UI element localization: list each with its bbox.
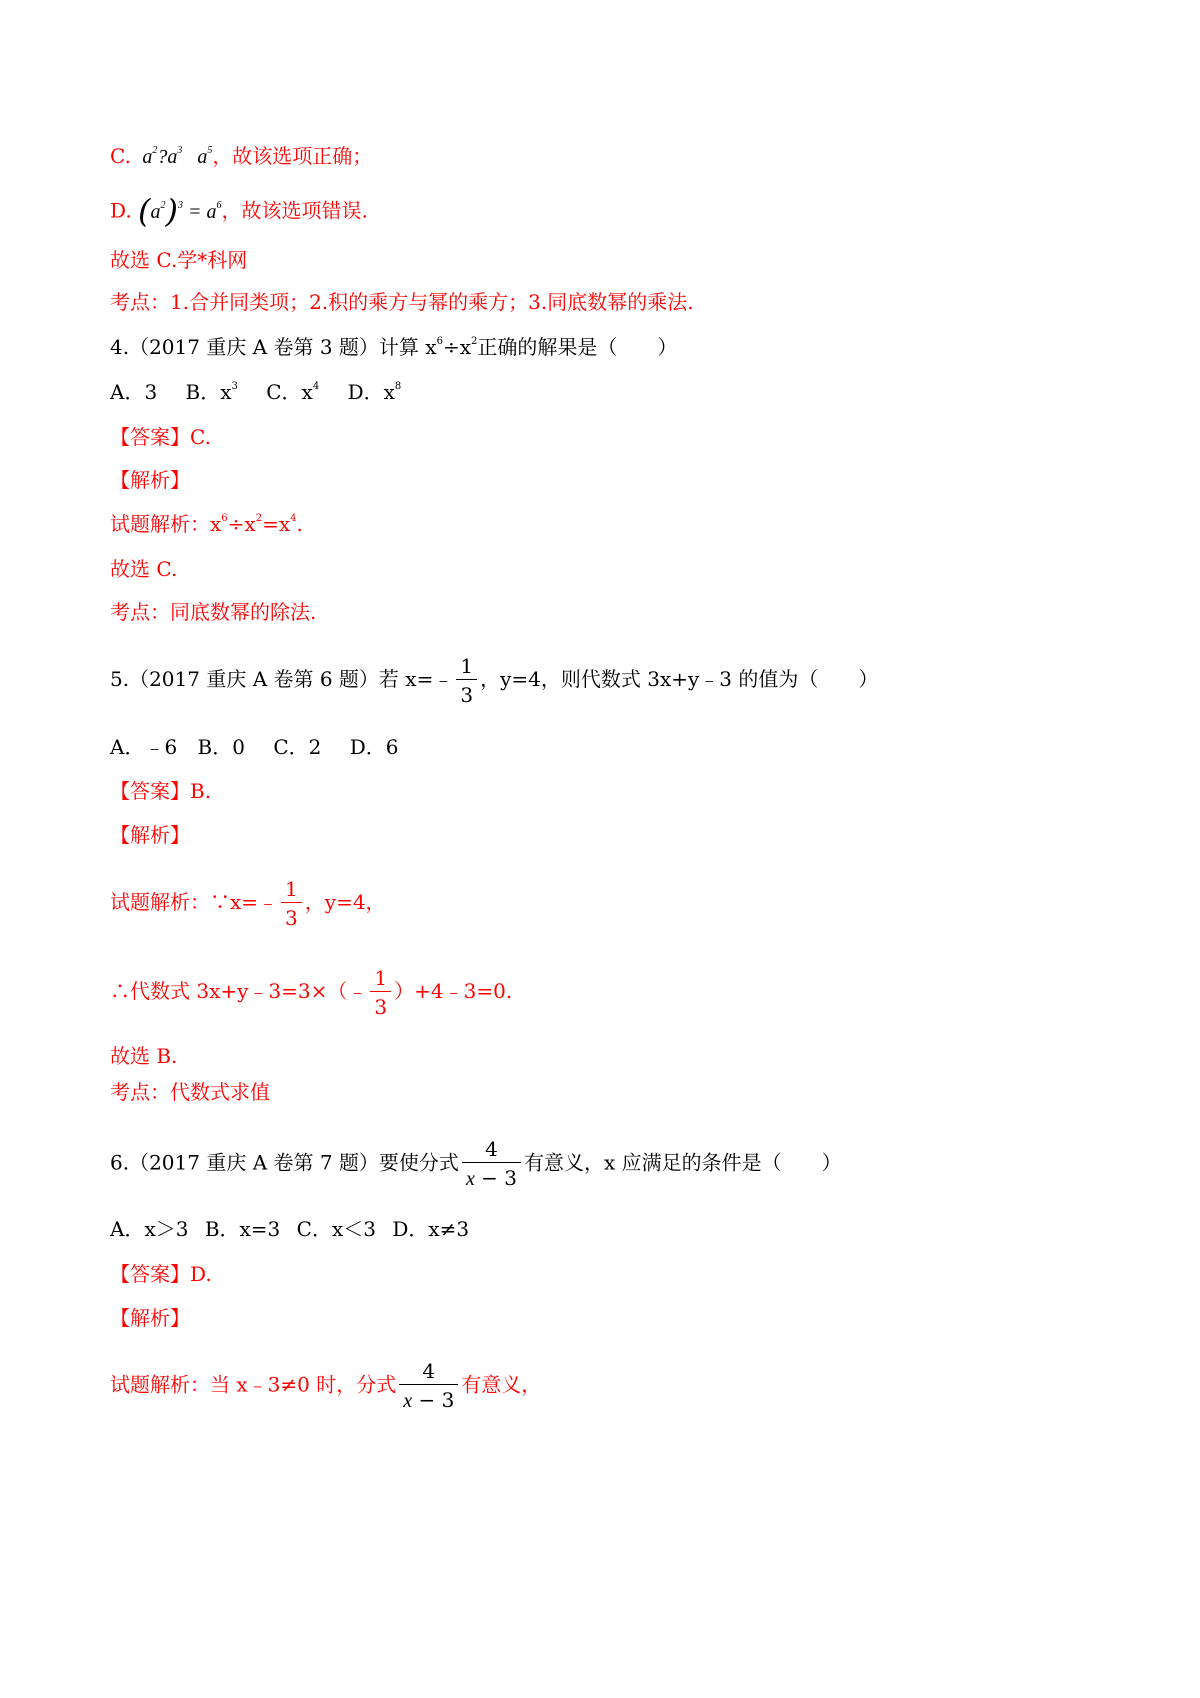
fraction-one-third: $\frac{1}{3}$ <box>370 968 391 1017</box>
option-c: C．x＜3 <box>296 1217 376 1241</box>
kaodian-line: 考点：同底数幂的除法. <box>110 600 317 624</box>
option-b: B．x=3 <box>204 1217 281 1241</box>
option-d: D．$x^8$ <box>347 380 402 404</box>
analysis-label: 【解析】 <box>110 468 190 492</box>
math-expression: $(a^2)^3 = a^6$ <box>138 192 222 230</box>
analysis-label: 【解析】 <box>110 1306 190 1330</box>
option-c: C．2 <box>273 735 322 759</box>
answer-line: 【答案】C. <box>110 425 211 449</box>
option-d: D．6 <box>349 735 399 759</box>
kaodian-line: 考点：代数式求值 <box>110 1080 270 1104</box>
analysis-label: 【解析】 <box>110 823 190 847</box>
math-expression: $a^2?a^3$ $a^5$ <box>137 145 213 168</box>
question-6-options <box>110 1219 469 1239</box>
option-d: D．x≠3 <box>392 1217 470 1241</box>
question-4-stem: 4.（2017 重庆 A 卷第 3 题）计算 $x^6\div x^2$正确的解果是（ ） <box>110 335 678 359</box>
fraction-4-over-x-minus-3: $\frac{4}{x - 3}$ <box>462 1139 521 1189</box>
fraction-one-third: $\frac{1}{3}$ <box>456 656 477 705</box>
choose-line: 故选 B. <box>110 1044 178 1068</box>
question-5-stem: 5.（2017 重庆 A 卷第 6 题）若 x=﹣ $\frac{1}{3}$ ，y=4，则代数式 3x+y﹣3 的值为（ ） <box>110 654 879 707</box>
solution-line-c: C. $a^2?a^3$ $a^5$，故该选项正确； <box>110 144 373 168</box>
calculation-line: ∴代数式 3x+y﹣3=3×（﹣ $\frac{1}{3}$ ）+4﹣3=0. <box>110 966 513 1019</box>
kaodian-line: 考点：1.合并同类项；2.积的乘方与幂的乘方；3.同底数幂的乘法. <box>110 290 694 314</box>
option-b: B．$x^3$ <box>185 380 238 404</box>
fraction-one-third: $\frac{1}{3}$ <box>281 879 302 928</box>
answer-line: 【答案】B. <box>110 779 212 803</box>
option-a: A．x＞3 <box>110 1217 189 1241</box>
answer-line: 【答案】D. <box>110 1262 212 1286</box>
choose-line: 故选 C. <box>110 557 178 581</box>
question-6-stem: 6.（2017 重庆 A 卷第 7 题）要使分式 $\frac{4}{x - 3}$ 有意义，x 应满足的条件是（ ） <box>110 1137 842 1190</box>
option-a: A．3 <box>110 380 158 404</box>
choose-line: 故选 C.学*科网 <box>110 248 248 272</box>
question-5-options <box>110 737 398 757</box>
solution-line-d: D. $(a^2)^3 = a^6$，故该选项错误. <box>110 192 368 230</box>
fraction-4-over-x-minus-3: $\frac{4}{x - 3}$ <box>399 1361 458 1411</box>
analysis-line: 试题解析：$x^6\div x^2=x^4$. <box>110 512 303 536</box>
option-c: C．$x^4$ <box>266 380 320 404</box>
option-a: A．﹣6 <box>110 735 178 759</box>
analysis-line: 试题解析：∵x=﹣ $\frac{1}{3}$ ，y=4， <box>110 877 386 930</box>
question-4-options <box>110 382 401 402</box>
analysis-line: 试题解析：当 x﹣3≠0 时，分式 $\frac{4}{x - 3}$ 有意义， <box>110 1359 542 1412</box>
option-b: B．0 <box>197 735 245 759</box>
